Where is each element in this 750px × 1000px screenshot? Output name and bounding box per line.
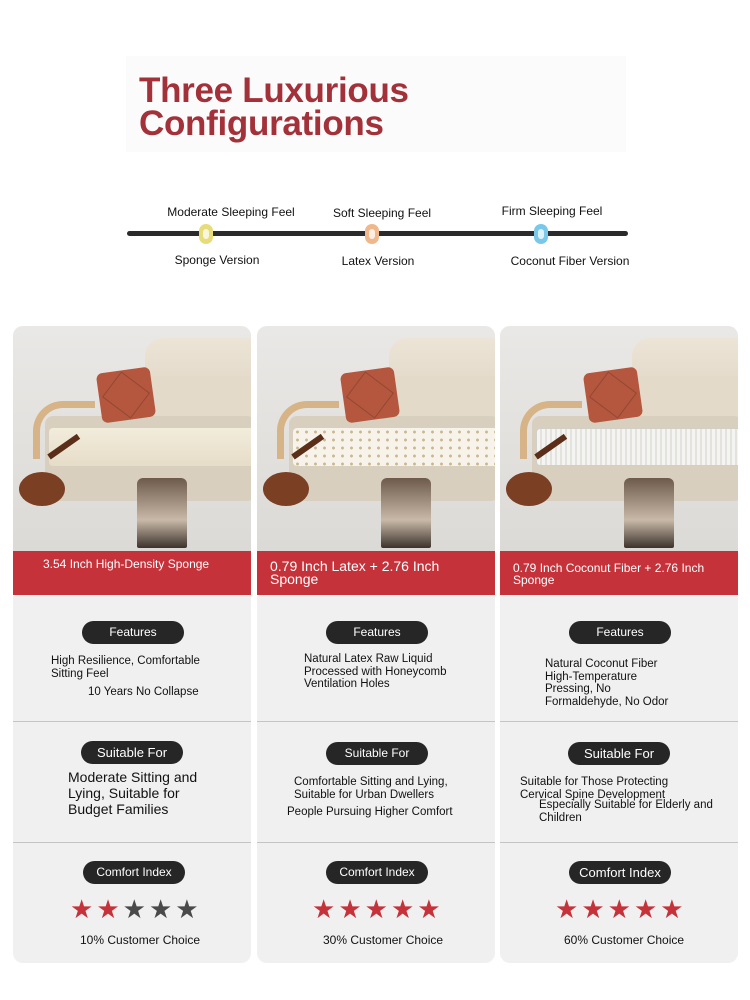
suitable-pill: Suitable For (81, 741, 183, 764)
mattress-sponge (49, 428, 251, 466)
comfort-pill: Comfort Index (569, 861, 671, 884)
star-icon: ★ (555, 894, 579, 924)
suitable-line-1: Comfortable Sitting and Lying, Suitable for Urban Dwellers (294, 776, 448, 801)
version-label-latex: Latex Version (341, 254, 415, 268)
rating-stars (555, 896, 684, 922)
knob-sponge-icon (199, 224, 213, 244)
config-card-sponge (13, 326, 251, 963)
pillow-icon (583, 366, 643, 423)
star-icon: ★ (364, 894, 388, 924)
suitable-pill: Suitable For (568, 742, 670, 765)
star-icon: ★ (607, 894, 631, 924)
guitar-icon (506, 472, 552, 506)
comfort-pill: Comfort Index (326, 861, 428, 884)
feature-line-1: High Resilience, Comfortable Sitting Feel (51, 655, 200, 680)
star-icon: ★ (70, 894, 94, 924)
star-icon: ★ (312, 894, 336, 924)
divider (257, 842, 495, 843)
sofa-bed-image (500, 326, 738, 551)
feel-label-moderate: Moderate Sleeping Feel (167, 205, 295, 219)
mattress-coconut (536, 428, 738, 466)
feel-label-soft: Soft Sleeping Feel (332, 206, 432, 220)
star-icon: ★ (633, 894, 658, 924)
boots-decoration (624, 478, 674, 548)
version-label-sponge: Sponge Version (174, 253, 260, 267)
features-pill: Features (326, 621, 428, 644)
mattress-latex (293, 428, 495, 466)
rating-stars (312, 896, 441, 922)
sofa-bed-image (13, 326, 251, 551)
star-icon: ★ (660, 894, 684, 924)
suitable-line-1: Suitable for Those Protecting Cervical Spine Development (520, 776, 669, 801)
customer-choice: 60% Customer Choice (564, 933, 685, 947)
star-icon: ★ (581, 894, 605, 924)
pillow-icon (340, 366, 400, 423)
rating-stars (70, 896, 199, 922)
feel-label-firm: Firm Sleeping Feel (501, 204, 603, 218)
config-card-latex (257, 326, 495, 963)
features-pill: Features (569, 621, 671, 644)
star-icon: ★ (96, 894, 120, 924)
divider (500, 842, 738, 843)
features-pill: Features (82, 621, 184, 644)
version-label-coconut: Coconut Fiber Version (510, 254, 630, 268)
spec-band (257, 551, 495, 595)
boots-decoration (381, 478, 431, 548)
guitar-icon (263, 472, 309, 506)
spec-text: 0.79 Inch Coconut Fiber + 2.76 Inch Sponge (513, 561, 705, 587)
comfort-pill: Comfort Index (83, 861, 185, 884)
star-icon: ★ (390, 894, 415, 924)
spec-band (13, 551, 251, 595)
config-card-coconut (500, 326, 738, 963)
star-icon: ★ (148, 894, 173, 924)
spec-text: 0.79 Inch Latex + 2.76 Inch Sponge (270, 558, 440, 587)
star-icon: ★ (338, 894, 362, 924)
suitable-line-2: People Pursuing Higher Comfort (287, 806, 453, 818)
pillow-icon (96, 366, 156, 423)
spec-band (500, 551, 738, 595)
customer-choice: 30% Customer Choice (323, 933, 444, 947)
knob-latex-icon (365, 224, 379, 244)
customer-choice: 10% Customer Choice (80, 933, 201, 947)
star-icon: ★ (417, 894, 441, 924)
suitable-line-2: Especially Suitable for Elderly and Children (539, 799, 713, 824)
guitar-icon (19, 472, 65, 506)
star-icon: ★ (175, 894, 199, 924)
knob-coconut-icon (534, 224, 548, 244)
feature-line-2: 10 Years No Collapse (88, 686, 199, 698)
feature-line-1: Natural Coconut Fiber High-Temperature Pressing, No Formaldehyde, No Odor (545, 658, 669, 708)
divider (13, 721, 251, 722)
spec-text: 3.54 Inch High-Density Sponge (43, 557, 210, 571)
star-icon: ★ (122, 894, 146, 924)
divider (257, 721, 495, 722)
divider (500, 721, 738, 722)
suitable-pill: Suitable For (326, 742, 428, 765)
page-title: Three Luxurious Configurations (139, 71, 409, 143)
sofa-bed-image (257, 326, 495, 551)
suitable-line-1: Moderate Sitting and Lying, Suitable for Budget Families (68, 769, 198, 817)
boots-decoration (137, 478, 187, 548)
divider (13, 842, 251, 843)
feature-line-1: Natural Latex Raw Liquid Processed with Honeycomb Ventilation Holes (304, 653, 447, 690)
